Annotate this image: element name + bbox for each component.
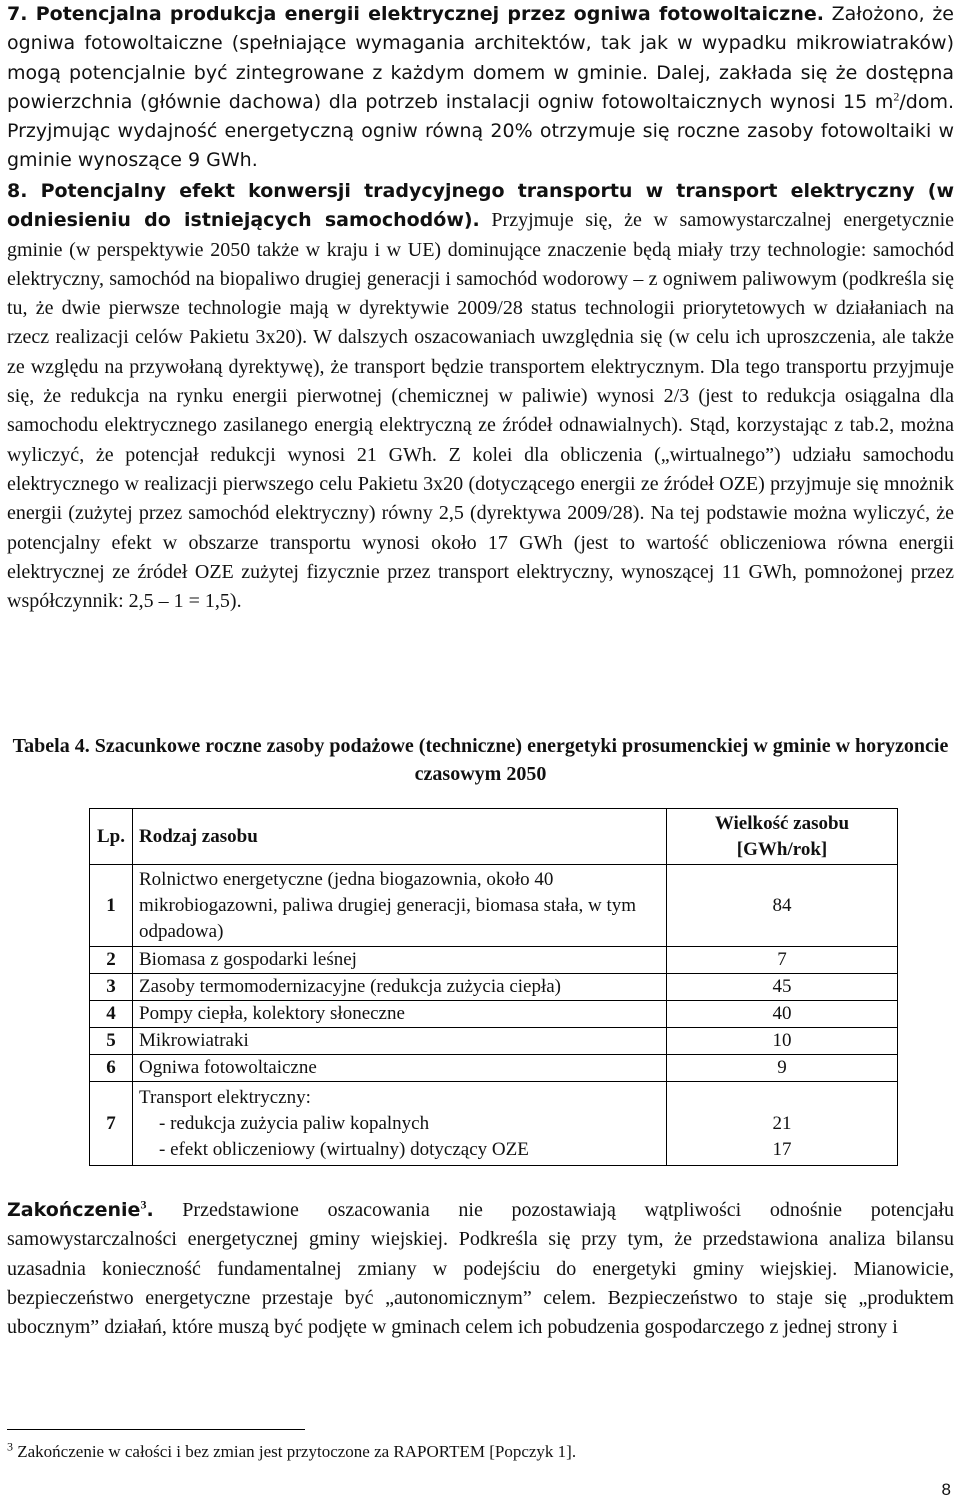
table-row-transport [90,1082,898,1166]
section-7-heading: 7. Potencjalna produkcja energii elektrycznej przez ogniwa fotowoltaiczne. [7,3,824,25]
table-row [90,974,898,1001]
row-type: Pompy ciepła, kolektory słoneczne [133,1001,667,1028]
section-8-text: Przyjmuje się, że w samowystarczalnej energetycznie gminie (w perspektywie 2050 także w kraju i w UE) dominujące znaczenie będą miały trzy technologie: samochód elektryczny, samochód na biopaliwo drugiej generacji i samochód wodorowy – z ogniwem paliwowym (podkreśla się tu, że dwie pierwsze technologie mają w dyrektywie 2009/28 status technologii priorytetowych w działaniach na rzecz realizacji celów Pakietu 3x20). W dalszych oszacowaniach uwzględnia się (w celu ich uproszczenia, ale także ze względu na przywołaną dyrektywę), że transport będzie transportem elektrycznym. Dla tego transportu przyjmuje się, że redukcja na rynku energii pierwotnej (chemicznej w paliwie) wynosi 2/3 (jest to redukcja osiągalna dla samochodu elektrycznego zasilanego energią elektryczną ze źródeł odnawialnych). Stąd, korzystając z tab.2, można wyliczyć, że potencjał redukcji wynosi 21 GWh. Z kolei dla obliczenia („wirtualnego”) udziału samochodu elektrycznego w realizacji pierwszego celu Pakietu 3x20 (dotyczącego energii ze źródeł OZE) przyjmuje się mnożnik energii (zużytej przez samochód elektryczny) równy 2,5 (dyrektywa 2009/28). Na tej podstawie można wyliczyć, że potencjalny efekt w obszarze transportu wynosi około 17 GWh (jest to wartość obliczeniowa równa energii elektrycznej ze źródeł OZE zużytej fizycznie przez transport elektryczny, wynoszącej 11 GWh, pomnożonej przez współczynnik: 2,5 – 1 = 1,5). [7,209,955,613]
row-type: Rolnictwo energetyczne (jedna biogazownia, około 40 mikrobiogazowni, paliwa drugiej generacji, biomasa stała, w tym odpadowa) [133,865,667,947]
row-type-sub-2: - efekt obliczeniowy (wirtualny) dotyczący OZE [159,1138,529,1160]
section-7-paragraph [7,0,954,176]
table-row [90,1028,898,1055]
table-row [90,865,898,947]
row-lp: 3 [90,974,133,1001]
footnote-divider [7,1429,305,1430]
section-7-text-cont: /dom. Przyjmując wydajność energetyczną ogniw równą 20% otrzymuje się roczne zasoby fotowoltaiki w gminie wynoszące 9 GWh. [7,90,954,172]
row-lp: 7 [90,1082,133,1166]
row-type-sub-1: - redukcja zużycia paliw kopalnych [159,1112,430,1134]
section-8-heading: 8. Potencjalny efekt konwersji tradycyjnego transportu w transport elektryczny (w odniesieniu do istniejących samochodów). [7,180,954,232]
section-7-text: Założono, że ogniwa fotowoltaiczne (spełniające wymagania architektów, tak jak w wypadku mikrowiatraków) mogą potencjalnie być zintegrowane z każdym domem w gminie. Dalej, zakłada się że dostępna powierzchnia (głównie dachowa) dla potrzeb instalacji ogniw fotowoltaicznych wynosi 15 m [7,3,954,113]
row-value [667,1082,898,1166]
table-row [90,1055,898,1082]
row-type: Mikrowiatraki [133,1028,667,1055]
row-type [133,1082,667,1166]
row-value: 45 [667,974,898,1001]
table-caption: Tabela 4. Szacunkowe roczne zasoby podażowe (techniczne) energetyki prosumenckiej w gminie w horyzoncie czasowym 2050 [12,735,949,785]
row-lp: 4 [90,1001,133,1028]
footnote-ref: 3 [140,1197,147,1212]
row-value: 7 [667,947,898,974]
superscript-2: 2 [893,89,900,104]
table-row [90,1001,898,1028]
footnote-text: Zakończenie w całości i bez zmian jest przytoczone za RAPORTEM [Popczyk 1]. [13,1442,577,1461]
row-lp: 2 [90,947,133,974]
row-value-2: 17 [772,1138,792,1160]
page-number: 8 [941,1480,951,1499]
table-header-row [90,809,898,865]
header-value: Wielkość zasobu [GWh/rok] [667,809,898,865]
footnote [7,1441,907,1463]
row-lp: 1 [90,865,133,947]
row-type-title: Transport elektryczny: [139,1086,311,1108]
row-type: Zasoby termomodernizacyjne (redukcja zużycia ciepła) [133,974,667,1001]
resources-table [89,808,898,1166]
section-8-paragraph [7,177,954,616]
table-row [90,947,898,974]
row-value: 40 [667,1001,898,1028]
header-type: Rodzaj zasobu [133,809,667,865]
row-value: 84 [667,865,898,947]
conclusion-heading: Zakończenie [7,1199,141,1221]
conclusion-heading-dot: . [146,1199,154,1221]
row-value-1: 21 [772,1112,792,1134]
header-lp: Lp. [90,809,133,865]
row-lp: 5 [90,1028,133,1055]
footnote-mark: 3 [7,1439,13,1454]
row-value: 9 [667,1055,898,1082]
row-value: 10 [667,1028,898,1055]
conclusion-text: Przedstawione oszacowania nie pozostawiają wątpliwości odnośnie potencjału samowystarczalności energetycznej gminy wiejskiej. Podkreśla się przy tym, że przedstawiona analiza bilansu uzasadnia konieczność fundamentalnej zmiany w podejściu do energetyki gminy wiejskiej. Mianowicie, bezpieczeństwo energetyczne przestaje być „autonomicznym” celem. Bezpieczeństwo to staje się „produktem ubocznym” działań, które muszą być podjęte w gminach celem ich pobudzenia gospodarczego z jednej strony i [7,1199,954,1339]
row-type: Ogniwa fotowoltaiczne [133,1055,667,1082]
row-lp: 6 [90,1055,133,1082]
row-type: Biomasa z gospodarki leśnej [133,947,667,974]
conclusion-paragraph [7,1196,954,1342]
